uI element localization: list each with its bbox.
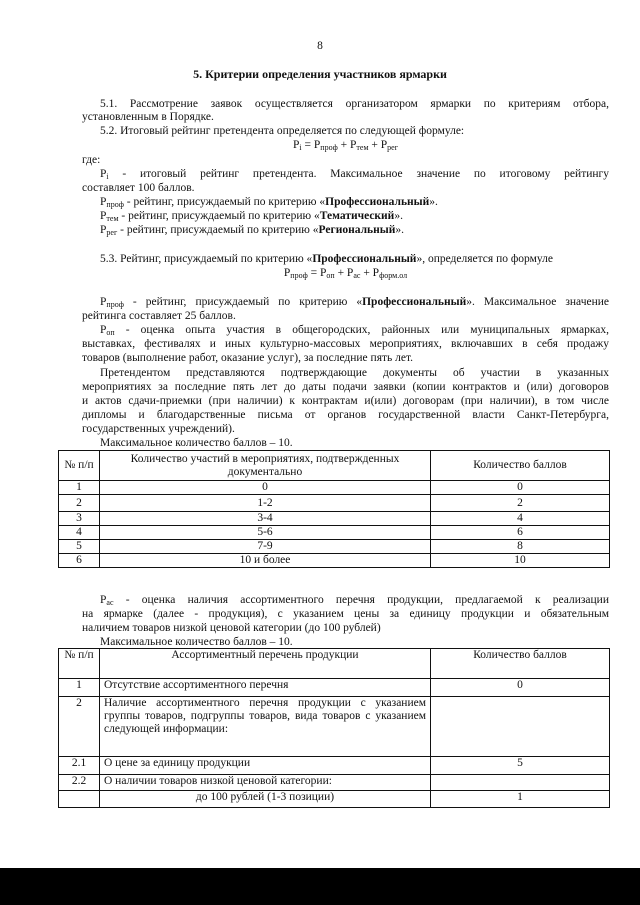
- t2-header-list: Ассортиментный перечень продукции: [100, 649, 431, 679]
- t2-header-score: Количество баллов: [431, 649, 610, 679]
- table-row: 1 0 0: [59, 481, 610, 495]
- pi-line2: составляет 100 баллов.: [82, 182, 195, 194]
- table-row: 6 10 и более 10: [59, 554, 610, 568]
- t2-header-num: № п/п: [59, 649, 100, 679]
- table-row: 2.2 О наличии товаров низкой ценовой категории:: [59, 775, 610, 791]
- p53: 5.3. Рейтинг, присуждаемый по критерию «Профессиональный», определяется по формуле: [100, 253, 553, 265]
- def-prof: $P_{проф}$ - рейтинг, присуждаемый по критерию «Профессиональный».: [100, 196, 438, 209]
- table-row: 1 Отсутствие ассортиментного перечня 0: [59, 679, 610, 697]
- p51-line1: 5.1. Рассмотрение заявок осуществляется организатором ярмарки по критериям отбора,: [100, 98, 609, 110]
- page-number: 8: [317, 40, 323, 52]
- table-row: 4 5-6 6: [59, 526, 610, 540]
- pas-line1: $P_{ас}$ - оценка наличия ассортиментного перечня продукции, предлагаемой к реализации: [100, 594, 609, 607]
- t1-header-num: № п/п: [59, 451, 100, 481]
- scan-bottom-bar: [0, 868, 640, 905]
- docs-line2: мероприятиях за последние пять лет до даты подачи заявки (копии контрактов и (или) договоров: [82, 381, 609, 393]
- table-row: 2.1 О цене за единицу продукции 5: [59, 757, 610, 775]
- def-tem: $P_{тем}$ - рейтинг, присуждаемый по критерию «Тематический».: [100, 210, 403, 223]
- docs-line3: и актов сдачи-приемки (при наличии) к контрактам и(или) договорам (при наличии), в том числе: [82, 395, 609, 407]
- docs-line5: государственных учреждений).: [82, 423, 235, 435]
- pop-line3: товаров (выполнение работ, оказание услуг), за последние пять лет.: [82, 352, 414, 364]
- table-row: до 100 рублей (1-3 позиции) 1: [59, 791, 610, 808]
- p52: 5.2. Итоговый рейтинг претендента определяется по следующей формуле:: [100, 125, 465, 137]
- def-reg: $P_{рег}$ - рейтинг, присуждаемый по критерию «Региональный».: [100, 224, 404, 237]
- pas-line3: наличием товаров низкой ценовой категории (до 100 рублей): [82, 622, 381, 634]
- docs-line1: Претендентом представляются подтверждающие документы об участии в указанных: [100, 367, 609, 379]
- max-score-1: Максимальное количество баллов – 10.: [100, 437, 293, 449]
- table-row: 5 7-9 8: [59, 540, 610, 554]
- t1-header-count: Количество участий в мероприятиях, подтвержденных документально: [100, 451, 431, 481]
- pprof-line1: $P_{проф}$ - рейтинг, присуждаемый по критерию «Профессиональный». Максимальное значение: [100, 296, 609, 309]
- t1-header-score: Количество баллов: [431, 451, 610, 481]
- assortment-table: [58, 648, 610, 808]
- participation-table: [58, 450, 610, 568]
- section-title: 5. Критерии определения участников ярмарки: [193, 67, 447, 81]
- formula-total: $P_i = P_{проф} + P_{тем} + P_{рег}$: [293, 139, 398, 152]
- table-row: 2 1-2 2: [59, 495, 610, 512]
- table-row: 3 3-4 4: [59, 512, 610, 526]
- docs-line4: дипломы и благодарственные письма от органов государственной власти Санкт-Петербурга,: [82, 409, 609, 421]
- max-score-2: Максимальное количество баллов – 10.: [100, 636, 293, 648]
- pprof-line2: рейтинга составляет 25 баллов.: [82, 310, 236, 322]
- table-row: 2 Наличие ассортиментного перечня продукции с указанием группы товаров, подгруппы товаров, вида товаров с указанием следующей информации:: [59, 697, 610, 757]
- where-label: где:: [82, 154, 101, 166]
- formula-prof: $P_{проф} = P_{оп} + P_{ас} + P_{форм.ол}$: [283, 267, 408, 280]
- p51-line2: установленным в Порядке.: [82, 111, 214, 123]
- pas-line2: на ярмарке (далее - продукция), с указанием цены за единицу продукции и обязательным: [82, 608, 609, 620]
- pop-line2: выставках, фестивалях и иных культурно-массовых мероприятиях, включавших в себя продажу: [82, 338, 609, 350]
- pi-line1: $P_i$ - итоговый рейтинг претендента. Максимальное значение по итоговому рейтингу: [100, 168, 609, 181]
- pop-line1: $P_{оп}$ - оценка опыта участия в общегородских, районных или муниципальных ярмарках,: [100, 324, 609, 337]
